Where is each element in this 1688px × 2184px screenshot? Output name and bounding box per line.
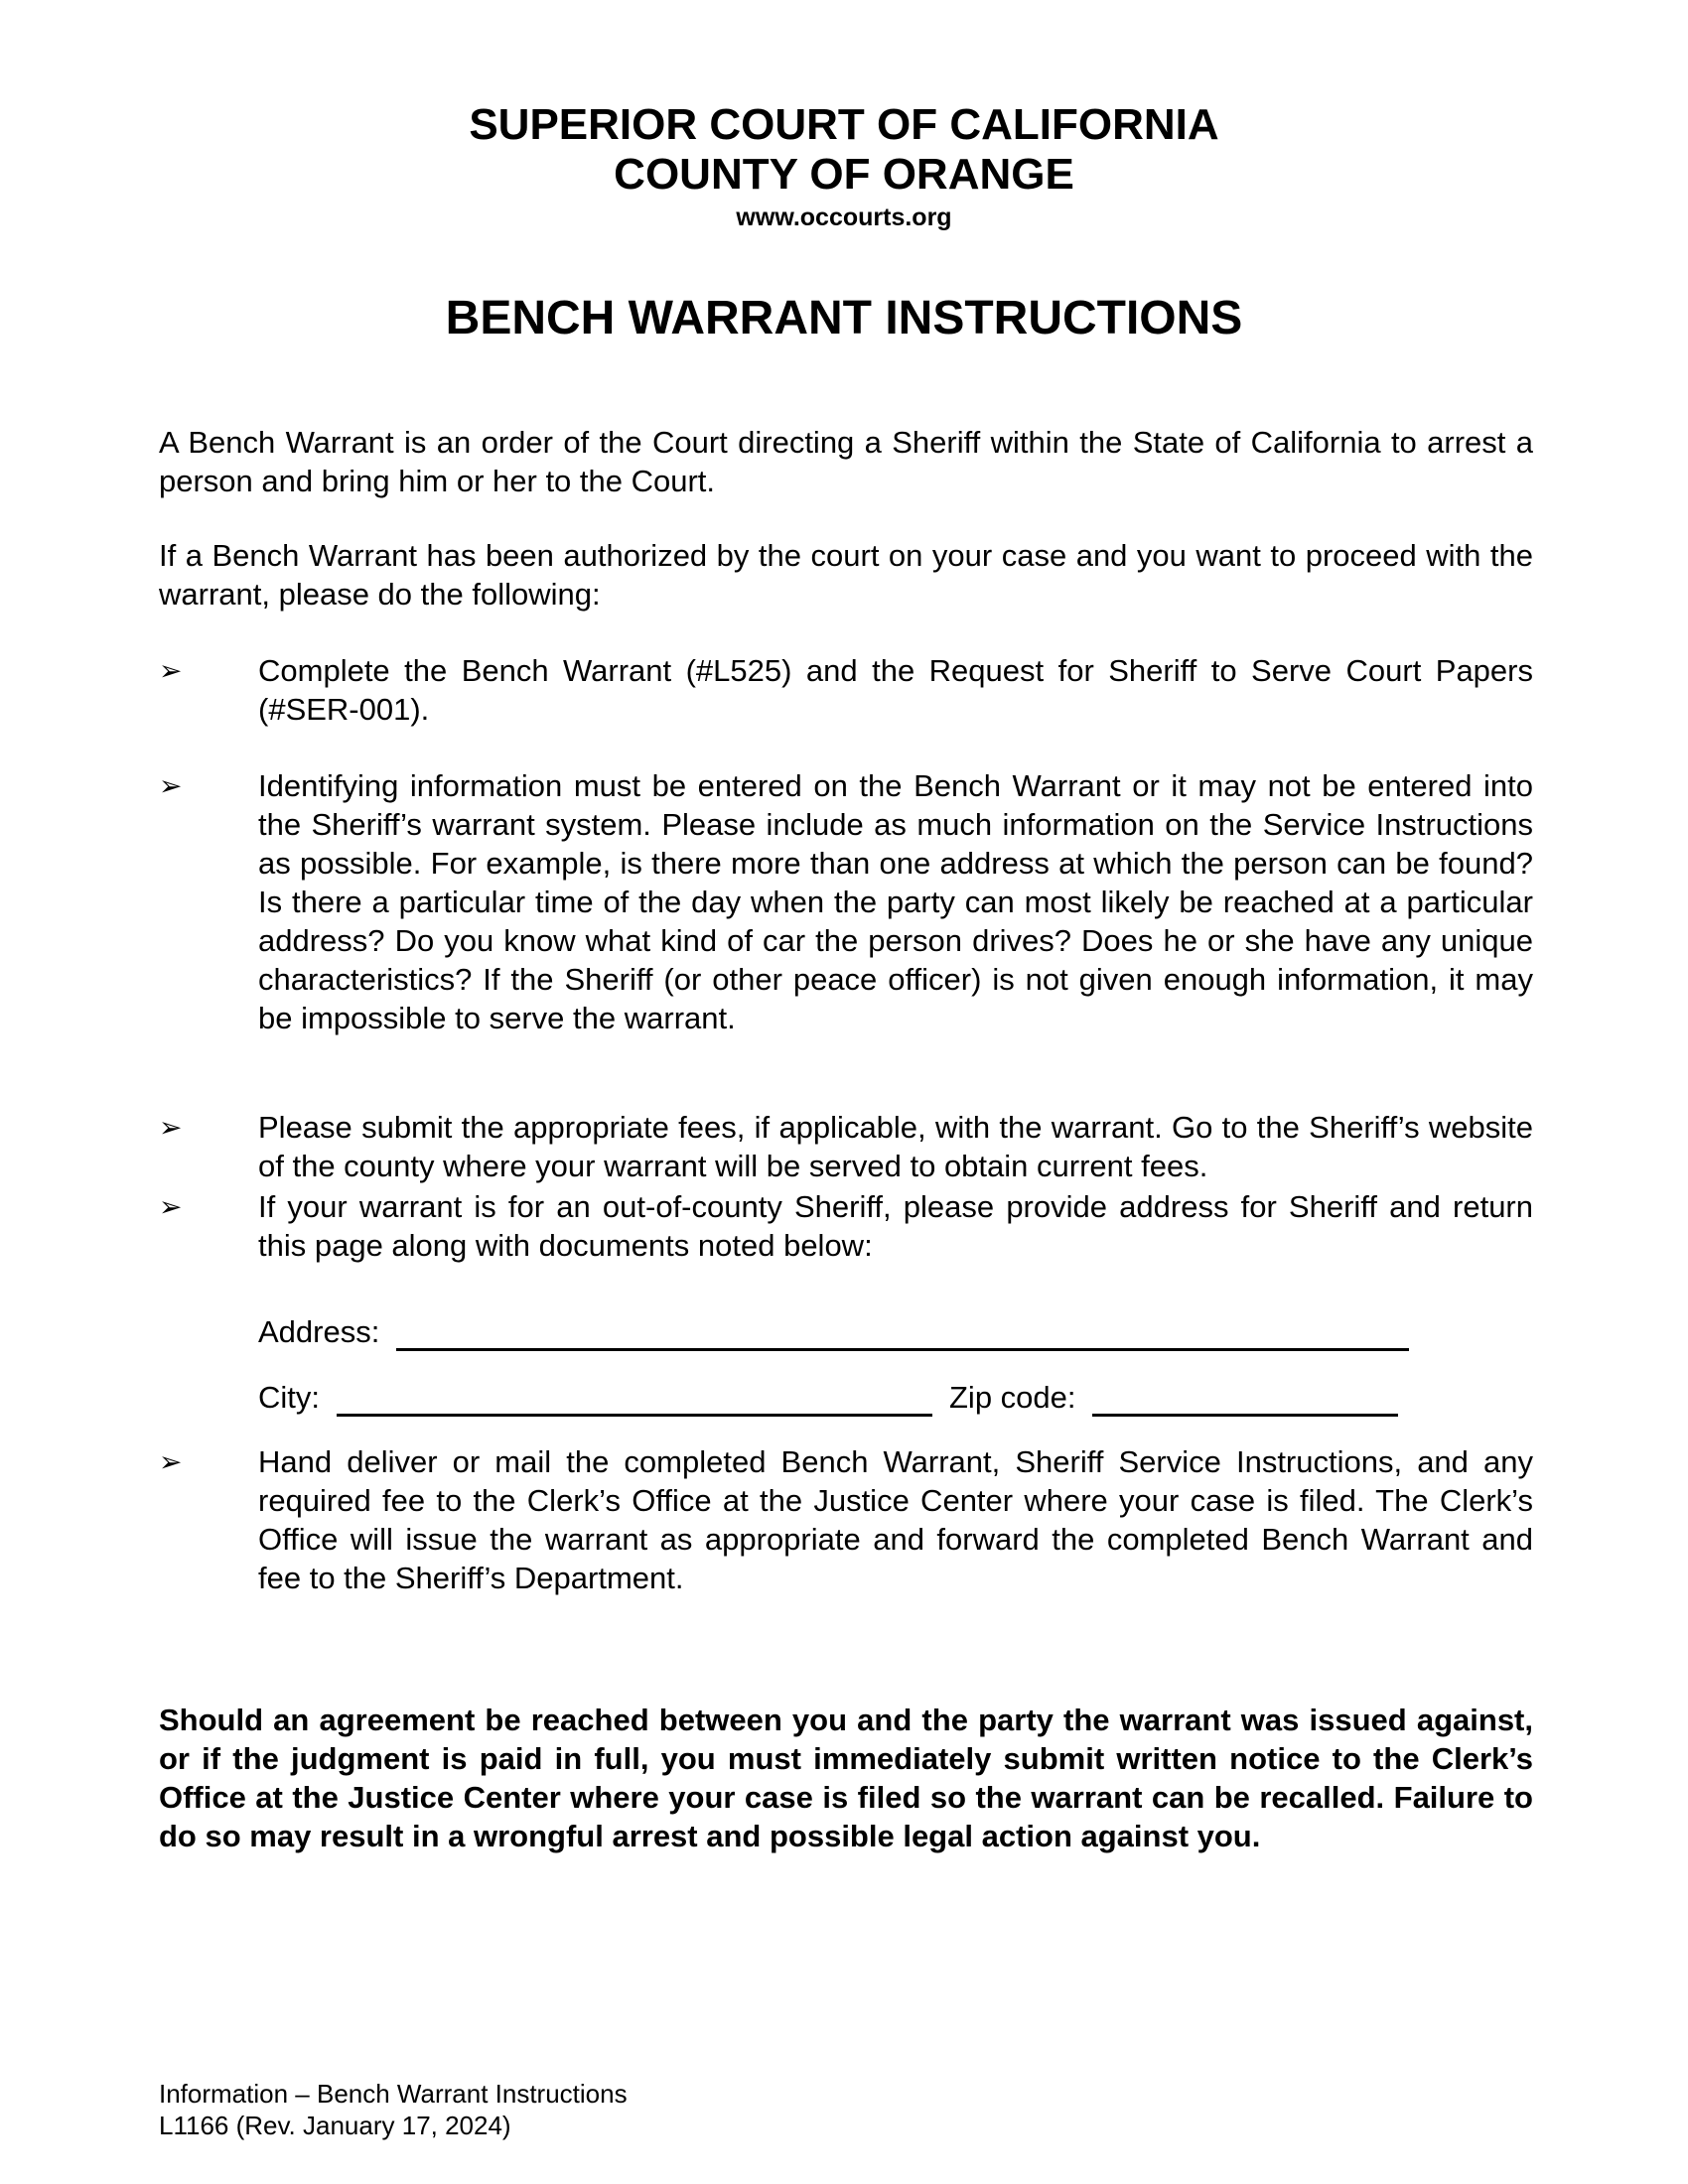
court-name: SUPERIOR COURT OF CALIFORNIA	[469, 100, 1219, 149]
footer-form-number: L1166 (Rev. January 17, 2024)	[159, 2111, 511, 2140]
zip-label: Zip code:	[949, 1380, 1076, 1415]
zip-blank[interactable]	[1092, 1384, 1398, 1417]
form-footer	[159, 2078, 628, 2141]
footer-form-title: Information – Bench Warrant Instructions	[159, 2079, 628, 2109]
instruction-text: Identifying information must be entered on the Bench Warrant or it may not be entered into the Sheriff’s warrant system. Please include as much information on the Service Instructions as possible. For example, is there more than one address at which the person can be found? Is there a particular time of the day when the party can most likely be reached at a particular address? Do you know what kind of car the person drives? Does he or she have any unique characteristics? If the Sheriff (or other peace officer) is not given enough information, it may be impossible to serve the warrant.	[258, 768, 1533, 1035]
arrow-bullet-icon: ➢	[159, 1446, 183, 1477]
city-blank[interactable]	[337, 1384, 932, 1417]
intro-paragraph-2: If a Bench Warrant has been authorized by the court on your case and you want to proceed with the warrant, please do the following:	[159, 538, 1533, 612]
city-field	[258, 1378, 932, 1417]
instruction-text: If your warrant is for an out-of-county Sheriff, please provide address for Sheriff and return this page along with documents noted below:	[258, 1189, 1533, 1263]
arrow-bullet-icon: ➢	[159, 655, 183, 686]
address-field	[258, 1312, 1409, 1351]
intro-paragraph-1: A Bench Warrant is an order of the Court directing a Sheriff within the State of California to arrest a person and bring him or her to the Court.	[159, 425, 1533, 498]
instruction-text: Please submit the appropriate fees, if applicable, with the warrant. Go to the Sheriff’s website of the county where your warrant will be served to obtain current fees.	[258, 1110, 1533, 1183]
address-blank[interactable]	[396, 1318, 1409, 1351]
page-title: BENCH WARRANT INSTRUCTIONS	[445, 292, 1243, 344]
city-label: City:	[258, 1380, 320, 1415]
address-label: Address:	[258, 1314, 380, 1349]
zip-field	[949, 1378, 1398, 1417]
arrow-bullet-icon: ➢	[159, 1112, 183, 1143]
instruction-text: Hand deliver or mail the completed Bench Warrant, Sheriff Service Instructions, and any required fee to the Clerk’s Office at the Justice Center where your case is filed. The Clerk’s Office will issue the warrant as appropriate and forward the completed Bench Warrant and fee to the Sheriff’s Department.	[258, 1444, 1533, 1595]
county-name: COUNTY OF ORANGE	[614, 150, 1074, 199]
court-website: www.occourts.org	[736, 204, 952, 231]
arrow-bullet-icon: ➢	[159, 770, 183, 801]
recall-notice: Should an agreement be reached between you and the party the warrant was issued against, or if the judgment is paid in full, you must immediately submit written notice to the Clerk’s Office at the Justice Center where your case is filed so the warrant can be recalled. Failure to do so may result in a wrongful arrest and possible legal action against you.	[159, 1703, 1533, 1853]
instruction-text: Complete the Bench Warrant (#L525) and the Request for Sheriff to Serve Court Papers (#SER-001).	[258, 653, 1533, 727]
arrow-bullet-icon: ➢	[159, 1191, 183, 1222]
